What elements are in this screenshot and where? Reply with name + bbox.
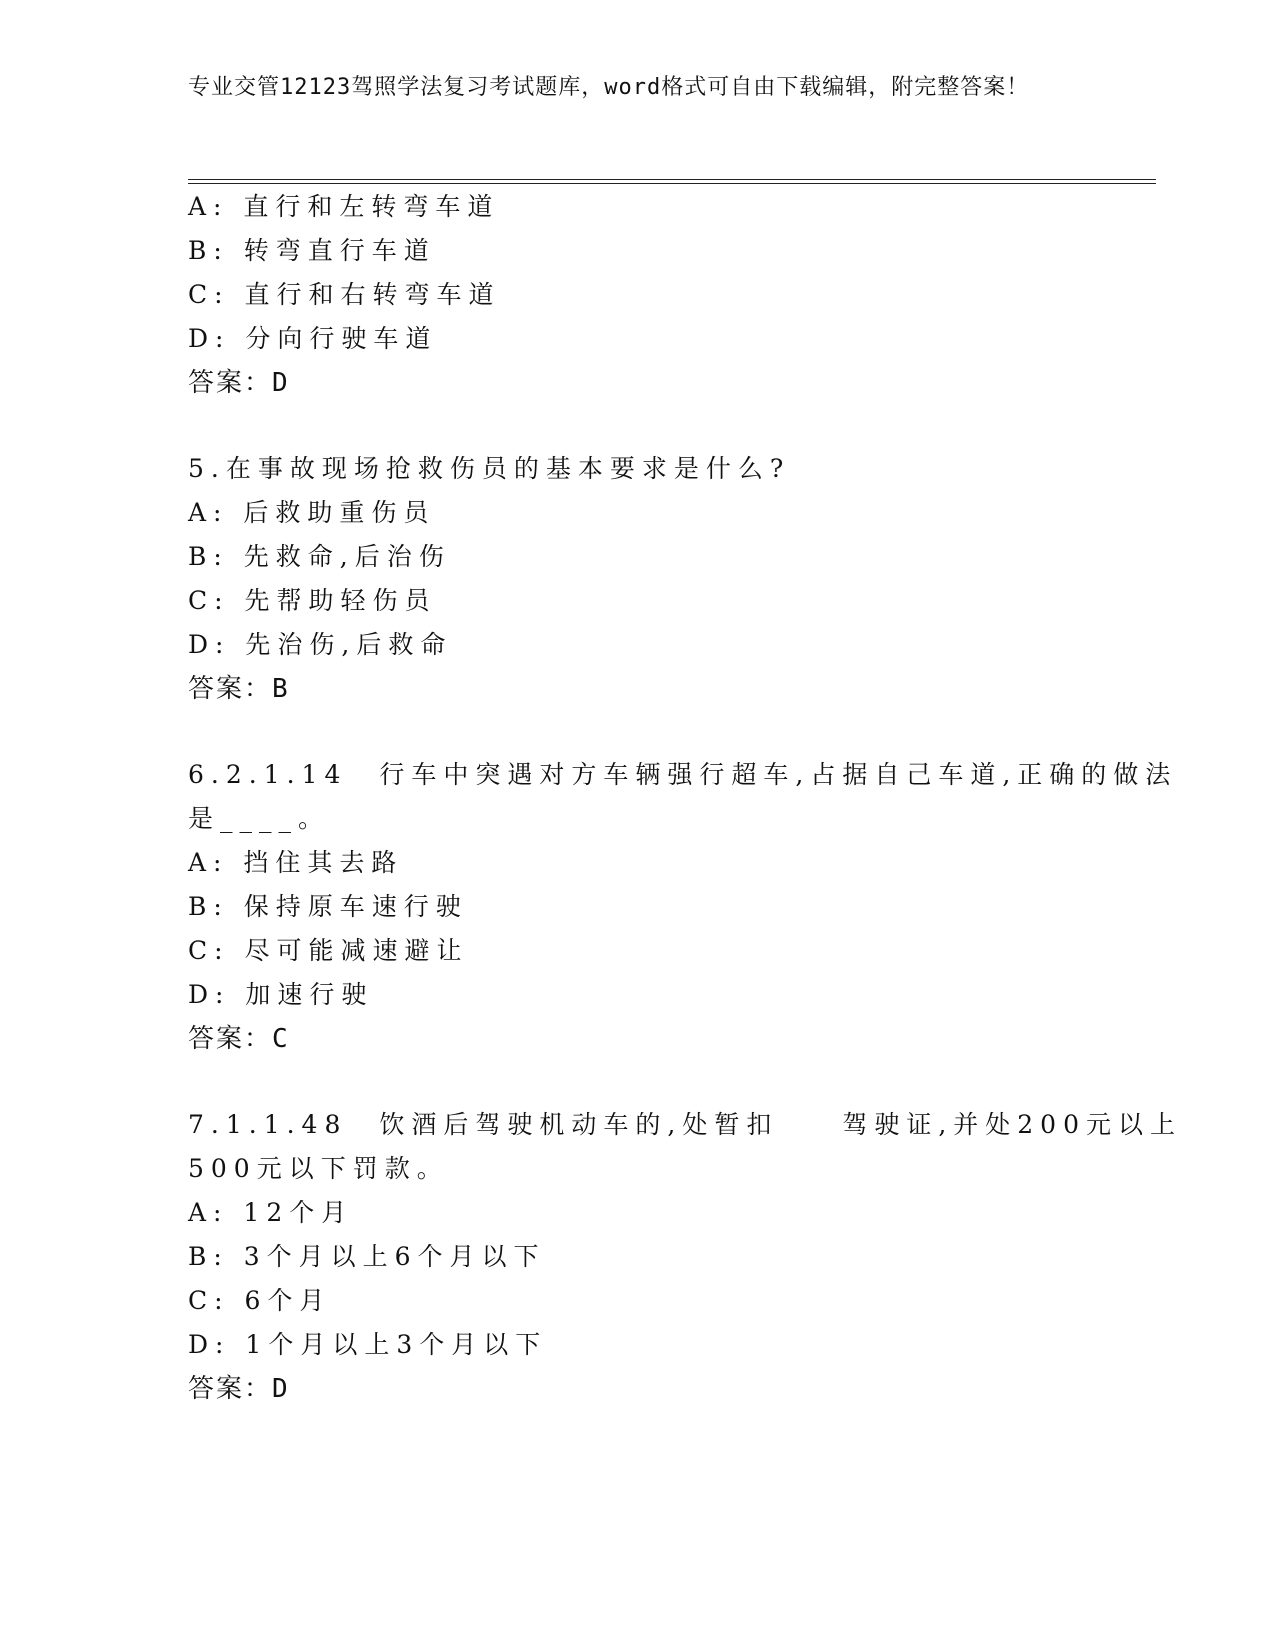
q7-answer: 答案：D [188,1374,290,1404]
header-divider-top [188,179,1156,180]
q6-option-a: A: 挡住其去路 [188,848,404,877]
q4-option-a: A: 直行和左转弯车道 [188,192,500,221]
q4-option-c: C: 直行和右转弯车道 [188,280,501,309]
document-header: 专业交管12123驾照学法复习考试题库，word格式可自由下载编辑，附完整答案！ [188,75,1030,100]
q5-option-c: C: 先帮助轻伤员 [188,586,437,615]
q5-option-b: B: 先救命,后治伤 [188,542,451,571]
q4-option-d: D: 分向行驶车道 [188,324,438,353]
q4-option-b: B: 转弯直行车道 [188,236,436,265]
q6-answer: 答案：C [188,1024,290,1054]
q5-option-a: A: 后救助重伤员 [188,498,436,527]
q7-option-d: D: 1个月以上3个月以下 [188,1330,548,1359]
q7-question-line2: 500元以下罚款。 [188,1154,449,1183]
q7-option-a: A: 12个月 [188,1198,354,1227]
header-divider-bottom [188,183,1156,184]
q5-question: 5.在事故现场抢救伤员的基本要求是什么? [188,454,791,483]
q6-option-c: C: 尽可能减速避让 [188,936,469,965]
q6-question-line1: 6.2.1.14 行车中突遇对方车辆强行超车,占据自己车道,正确的做法 [188,760,1178,789]
q5-option-d: D: 先治伤,后救命 [188,630,453,659]
q7-option-b: B: 3个月以上6个月以下 [188,1242,546,1271]
q6-question-line2: 是____。 [188,804,331,833]
q7-question-line1: 7.1.1.48 饮酒后驾驶机动车的,处暂扣 驾驶证,并处200元以上 [188,1110,1182,1139]
q6-option-b: B: 保持原车速行驶 [188,892,468,921]
q6-option-d: D: 加速行驶 [188,980,374,1009]
q4-answer: 答案：D [188,368,290,398]
q7-option-c: C: 6个月 [188,1286,332,1315]
q5-answer: 答案：B [188,674,290,704]
